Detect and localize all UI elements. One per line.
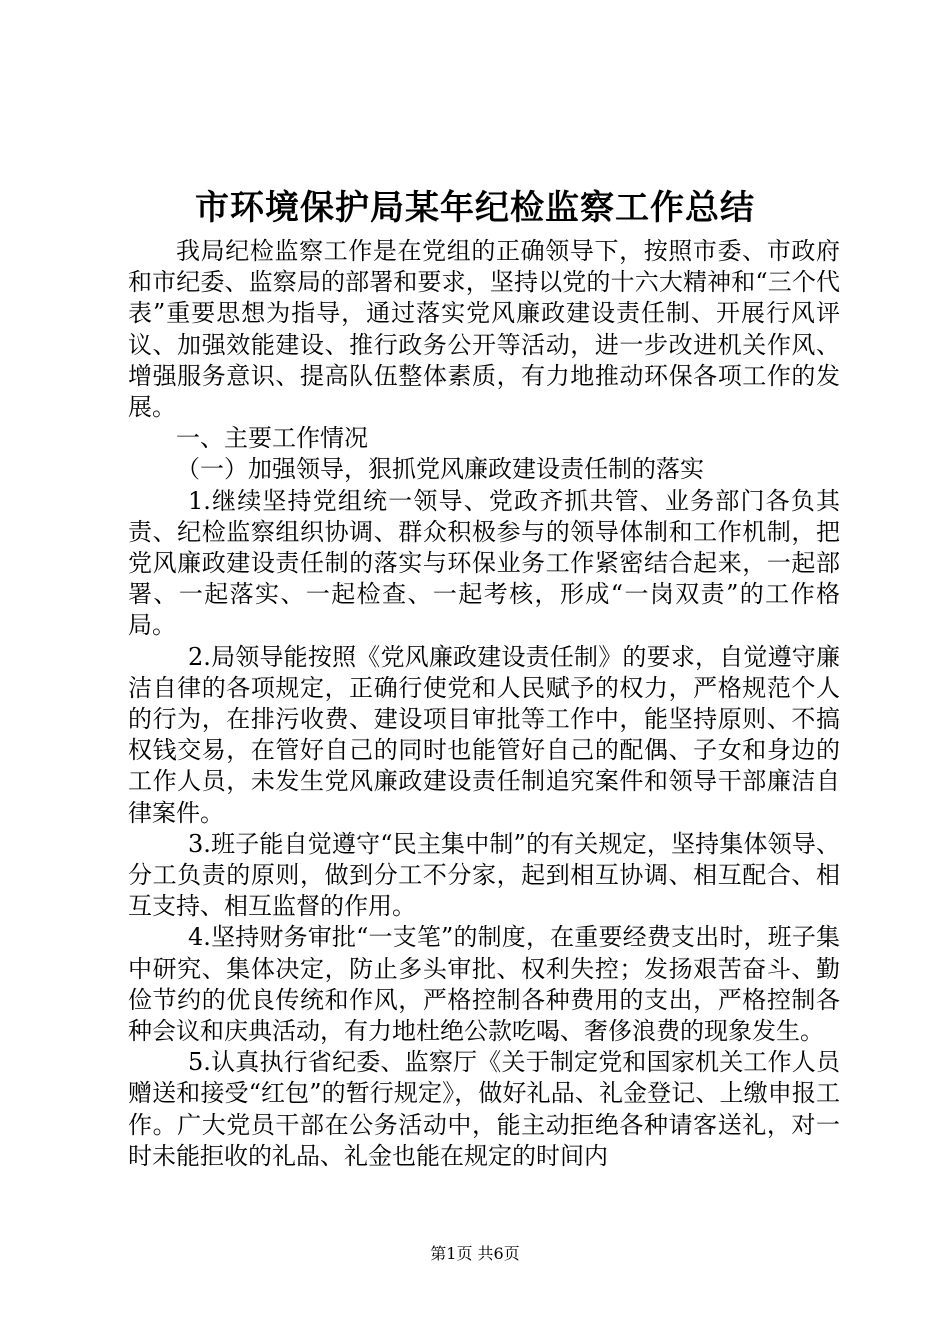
list-item: 5.认真执行省纪委、监察厅《关于制定党和国家机关工作人员赠送和接受“红包”的暂行规定》，做好礼品、礼金登记、上缴申报工作。广大党员干部在公务活动中，能主动拒绝各种请客送礼，对一时未能拒收的礼品、礼金也能在规定的时间内 (128, 1048, 840, 1170)
list-item: 2.局领导能按照《党风廉政建设责任制》的要求，自觉遵守廉洁自律的各项规定，正确行使党和人民赋予的权力，严格规范个人的行为，在排污收费、建设项目审批等工作中，能坚持原则、不搞权钱交易，在管好自己的同时也能管好自己的配偶、子女和身边的工作人员，未发生党风廉政建设责任制追究案件和领导干部廉洁自律案件。 (128, 642, 840, 827)
list-item: 3.班子能自觉遵守“民主集中制”的有关规定，坚持集体领导、分工负责的原则，做到分工不分家，起到相互协调、相互配合、相互支持、相互监督的作用。 (128, 829, 840, 921)
section-heading: 一、主要工作情况 (176, 424, 368, 453)
subsection-heading: （一）加强领导，狠抓党风廉政建设责任制的落实 (176, 455, 704, 484)
list-item: 4.坚持财务审批“一支笔”的制度，在重要经费支出时，班子集中研究、集体决定，防止多头审批、权利失控；发扬艰苦奋斗、勤俭节约的优良传统和作风，严格控制各种费用的支出，严格控制各种会议和庆典活动，有力地杜绝公款吃喝、奢侈浪费的现象发生。 (128, 923, 840, 1046)
list-item: 1.继续坚持党组统一领导、党政齐抓共管、业务部门各负其责、纪检监察组织协调、群众积极参与的领导体制和工作机制，把党风廉政建设责任制的落实与环保业务工作紧密结合起来，一起部署、一起落实、一起检查、一起考核，形成“一岗双责”的工作格局。 (128, 486, 840, 640)
document-title: 市环境保护局某年纪检监察工作总结 (195, 188, 755, 228)
intro-paragraph: 我局纪检监察工作是在党组的正确领导下，按照市委、市政府和市纪委、监察局的部署和要求，坚持以党的十六大精神和“三个代表”重要思想为指导，通过落实党风廉政建设责任制、开展行风评议、加强效能建设、推行政务公开等活动，进一步改进机关作风、增强服务意识、提高队伍整体素质，有力地推动环保各项工作的发展。 (128, 237, 840, 422)
page-number-footer: 第1页 共6页 (430, 1244, 520, 1263)
document-body (128, 236, 840, 1172)
